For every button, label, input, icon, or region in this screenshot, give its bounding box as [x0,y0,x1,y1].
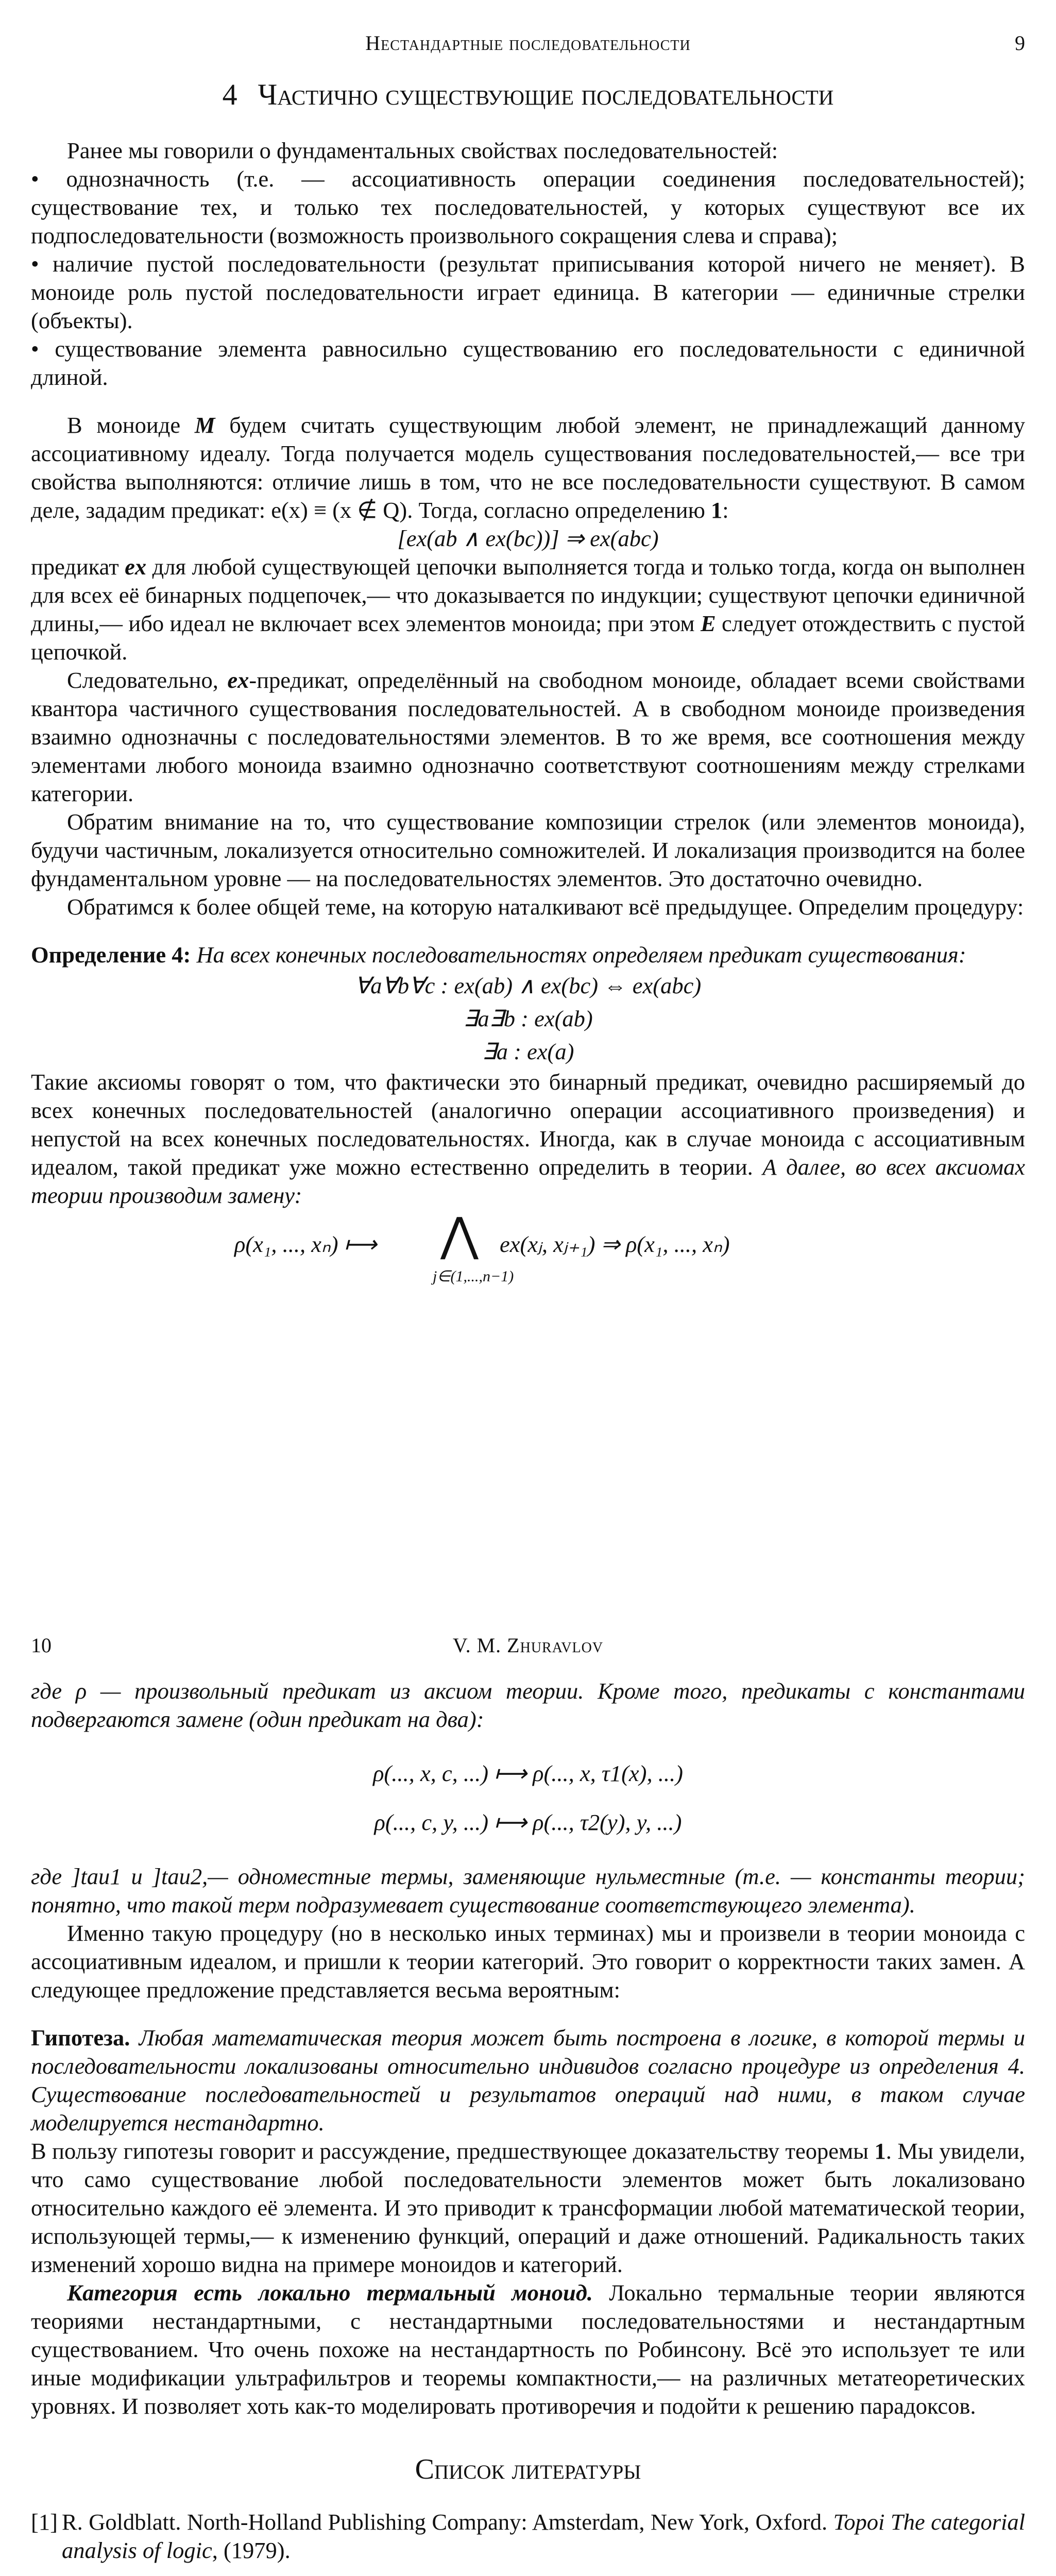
definition-label: Определение 4: [31,942,191,968]
reference-number: [1] [31,2509,58,2535]
paragraph-consequently: Следовательно, ex-предикат, определённый на свободном моноиде, обладает всеми свойствами квантора частичного существования последовательностей. А в свободном моноиде произведения взаимно однозначны с последовательностями элементов. В то же время, все соотношения между элементами любого моноида взаимно однозначно соответствуют соотношениям между стрелками категории. [31,667,1025,806]
paragraph-monoid: В моноиде M будем считать существующим любой элемент, не принадлежащий данному ассоциативному идеалу. Тогда получается модель существования последовательностей,— все три свойства выполняются: отличие лишь в том, что не все последовательности существуют. В самом деле, зададим предикат: e(x) ≡ (x ∉ Q). Тогда, согласно определению 1: [31,412,1025,523]
bibliography-list [31,2508,1025,2576]
equation-tau1: ρ(..., x, c, ...) ⟼ ρ(..., x, τ1(x), ...) [373,1760,683,1786]
reference-publisher: , (1979). [212,2537,291,2563]
page-9-body [31,137,1025,1287]
definition-equation-3: ∃a : ex(a) [482,1039,574,1064]
running-header [31,1633,1025,1664]
paragraph-composition: Обратим внимание на то, что существование композиции стрелок (или элементов моноида), будучи частичным, локализуется относительно сомножителей. И локализация производится на более фундаментальном уровне — на последовательностях элементов. Это достаточно очевидно. [31,809,1025,891]
paragraph-in-favor: В пользу гипотезы говорит и рассуждение, предшествующее доказательству теоремы 1. Мы увидели, что само существование любой последовательности элементов может быть локализовано относительно каждого её элемента. И это приводит к трансформации любой математической теории, использующей термы,— к изменению функций, операций и даже отношений. Радикальность таких изменений хорошо видна на примере моноидов и категорий. [31,2138,1025,2277]
bullet-empty-sequence: • наличие пустой последовательности (результат приписывания которой ничего не меняет). В моноиде роль пустой последовательности играет единица. В категории — единичные стрелки (объекты). [31,251,1025,333]
page-10 [0,1577,1056,2576]
bullet-unit-length: • существование элемента равносильно существованию его последовательности с единичной длиной. [31,336,1025,390]
equation-replacement: ρ(x₁, ..., xₙ) ⟼ ⋀ j∈(1,...,n−1) ex(xⱼ, xⱼ₊₁) ⇒ ρ(x₁, ..., xₙ) [234,1210,730,1285]
hypothesis-label: Гипотеза. [31,2025,130,2050]
definition-equations [31,969,1025,1068]
paragraph-terms: где ]tau1 и ]tau2,— одноместные термы, заменяющие нульместные (т.е. — константы теории; понятно, что такой терм подразумевает существование соответствующего элемента). [31,1863,1025,1918]
reference-title: Topoi The categorial analysis of logic [62,2509,1025,2563]
hypothesis: Гипотеза. Любая математическая теория может быть построена в логике, в которой термы и последовательности локализованы относительно индивидов согласно процедуре из определения 4. Существование последовательностей и результатов операций над ними, в таком случае моделируется нестандартно. [31,2025,1025,2136]
paragraph-general-topic: Обратимся к более общей теме, на которую наталкивают всё предыдущее. Определим процедуру: [67,894,1024,920]
definition-4: Определение 4: На всех конечных последовательностях определяем предикат существования: [31,942,966,968]
reference-authors: R. Goldblatt. North-Holland Publishing Company: Amsterdam, New York, Oxford. [62,2509,833,2535]
section-number: 4 [222,78,237,111]
definition-equation-2: ∃a∃b : ex(ab) [463,1006,593,1031]
intro-paragraph: Ранее мы говорили о фундаментальных свойствах последовательностей: [67,138,778,163]
page-number: 9 [1015,31,1025,55]
paragraph-ex-predicate: предикат ex для любой существующей цепочки выполняется тогда и только тогда, когда он выполнен для всех её бинарных подцепочек,— что доказывается по индукции; существуют цепочки единичной длины,— ибо идеал не включает всех элементов моноида; при этом E следует отождествить с пустой цепочкой. [31,554,1025,665]
paragraph-procedure: Именно такую процедуру (но в несколько иных терминах) мы и произвели в теории моноида с ассоциативным идеалом, и пришли к теории категорий. Это говорит о корректности таких замен. А следующее предложение представляется весьма вероятным: [31,1920,1025,2003]
running-author: V. M. Zhuravlov [452,1634,604,1657]
paragraph-axioms: Такие аксиомы говорят о том, что фактически это бинарный предикат, очевидно расширяемый до всех конечных последовательностей (аналогично операции ассоциативного произведения) и непустой на всех конечных последовательностях. Иногда, как в случае моноида с ассоциативным идеалом, такой предикат уже можно естественно определить в теории. А далее, во всех аксиомах теории производим замену: [31,1069,1025,1208]
paragraph-category: Категория есть локально термальный моноид. Локально термальные теории являются теориями нестандартными, с нестандартными последовательностями и нестандартным существованием. Что очень похоже на нестандартность по Робинсону. Всё это использует те или иные модификации ультрафильтров и теоремы компактности,— на различных метатеоретических уровнях. И позволяет хоть как-то моделировать противоречия и подойти к решению парадоксов. [31,2280,1026,2419]
reference-item [31,2508,1025,2565]
definition-equation-1: ∀a∀b∀c : ex(ab) ∧ ex(bc) ⇔ ex(abc) [354,973,702,998]
running-title: Нестандартные последовательности [365,31,691,55]
equation-tau2: ρ(..., c, y, ...) ⟼ ρ(..., τ2(y), y, ...) [374,1809,682,1835]
page-number: 10 [31,1634,52,1657]
page-10-body [31,1677,1025,2576]
paragraph-rho: где ρ — произвольный предикат из аксиом теории. Кроме того, предикаты с константами подвергаются замене (один предикат на два): [31,1678,1025,1732]
section-title: Частично существующие последовательности [258,78,834,111]
bullet-associativity: • однозначность (т.е. — ассоциативность операции соединения последовательностей); существование тех, и только тех последовательностей, у которых существуют все их подпоследовательности (возможность произвольного сокращения слева и справа); [31,166,1025,248]
equation-ex-chain: [ex(ab ∧ ex(bc))] ⇒ ex(abc) [397,526,659,551]
bibliography-title: Список литературы [415,2453,641,2485]
running-header [31,31,1025,62]
section-heading [0,77,1056,112]
